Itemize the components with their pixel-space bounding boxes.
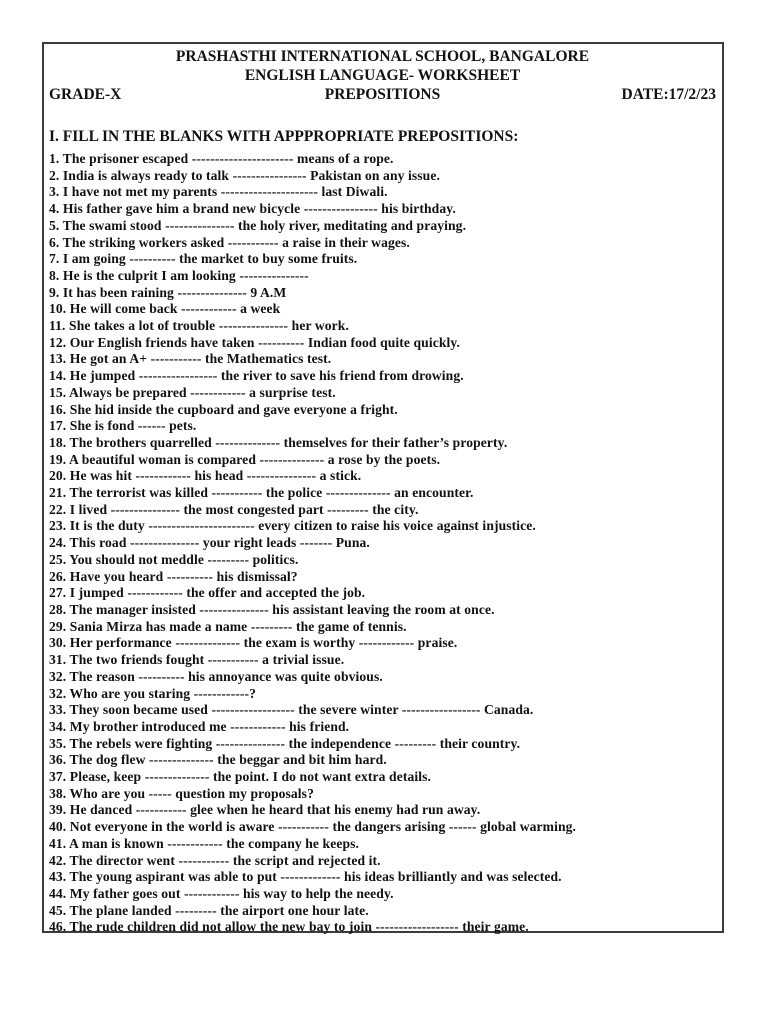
question-line: 17. She is fond ------ pets. xyxy=(49,418,197,434)
question-line: 40. Not everyone in the world is aware ----------- the dangers arising ------ global warming. xyxy=(49,819,577,835)
question-line: 36. The dog flew -------------- the beggar and bit him hard. xyxy=(49,752,387,768)
header-meta-row xyxy=(49,85,716,104)
question-line: 22. I lived --------------- the most congested part --------- the city. xyxy=(49,501,419,517)
question-line: 35. The rebels were fighting --------------- the independence --------- their country. xyxy=(49,735,521,751)
question-line: 23. It is the duty ----------------------- every citizen to raise his voice against injustice. xyxy=(49,518,536,534)
section-title: I. FILL IN THE BLANKS WITH APPPROPRIATE PREPOSITIONS: xyxy=(49,128,519,145)
question-line: 43. The young aspirant was able to put ------------- his ideas brilliantly and was selected. xyxy=(49,869,562,885)
question-line: 34. My brother introduced me ------------ his friend. xyxy=(49,718,350,734)
question-line: 1. The prisoner escaped ---------------------- means of a rope. xyxy=(49,151,394,166)
question-line: 12. Our English friends have taken ---------- Indian food quite quickly. xyxy=(49,334,461,350)
question-line: 19. A beautiful woman is compared -------------- a rose by the poets. xyxy=(49,451,441,467)
topic-label: PREPOSITIONS xyxy=(324,86,441,103)
question-line: 10. He will come back ------------ a week xyxy=(49,301,281,317)
question-line: 42. The director went ----------- the script and rejected it. xyxy=(49,852,381,868)
question-line: 44. My father goes out ------------ his way to help the needy. xyxy=(49,885,394,901)
question-line: 33. They soon became used ------------------ the severe winter ----------------- Canada. xyxy=(49,702,534,718)
question-line: 7. I am going ---------- the market to buy some fruits. xyxy=(49,251,358,267)
worksheet-subject: ENGLISH LANGUAGE- WORKSHEET xyxy=(244,67,521,84)
question-line: 45. The plane landed --------- the airport one hour late. xyxy=(49,902,369,918)
question-line: 8. He is the culprit I am looking --------------- xyxy=(49,267,309,283)
question-line: 4. His father gave him a brand new bicycle ---------------- his birthday. xyxy=(49,201,456,217)
question-line: 9. It has been raining --------------- 9 A.M xyxy=(49,284,287,300)
grade-label: GRADE-X xyxy=(49,86,122,103)
school-name: PRASHASTHI INTERNATIONAL SCHOOL, BANGALORE xyxy=(175,48,590,65)
question-line: 31. The two friends fought ----------- a trivial issue. xyxy=(49,652,345,668)
question-line: 28. The manager insisted --------------- his assistant leaving the room at once. xyxy=(49,601,495,617)
question-line: 13. He got an A+ ----------- the Mathematics test. xyxy=(49,351,332,367)
question-line: 15. Always be prepared ------------ a surprise test. xyxy=(49,384,336,400)
question-line: 14. He jumped ----------------- the river to save his friend from drowing. xyxy=(49,368,464,384)
question-line: 16. She hid inside the cupboard and gave everyone a fright. xyxy=(49,401,398,417)
questions-list xyxy=(49,151,716,936)
question-line: 3. I have not met my parents --------------------- last Diwali. xyxy=(49,184,388,200)
date-label: DATE:17/2/23 xyxy=(621,86,716,103)
question-line: 41. A man is known ------------ the company he keeps. xyxy=(49,835,360,851)
question-line: 25. You should not meddle --------- politics. xyxy=(49,551,299,567)
question-line: 27. I jumped ------------ the offer and accepted the job. xyxy=(49,585,366,601)
question-line: 2. India is always ready to talk ---------------- Pakistan on any issue. xyxy=(49,167,440,183)
question-line: 21. The terrorist was killed ----------- the police -------------- an encounter. xyxy=(49,485,474,501)
question-line: 20. He was hit ------------ his head --------------- a stick. xyxy=(49,468,362,484)
question-line: 39. He danced ----------- glee when he heard that his enemy had run away. xyxy=(49,802,481,818)
question-line: 29. Sania Mirza has made a name --------- the game of tennis. xyxy=(49,618,407,634)
question-line: 30. Her performance -------------- the exam is worthy ------------ praise. xyxy=(49,635,458,651)
question-line: 11. She takes a lot of trouble --------------- her work. xyxy=(49,318,349,334)
question-line: 32. The reason ---------- his annoyance was quite obvious. xyxy=(49,668,383,684)
question-line: 5. The swami stood --------------- the holy river, meditating and praying. xyxy=(49,217,467,233)
question-line: 24. This road --------------- your right leads ------- Puna. xyxy=(49,535,370,551)
question-line: 6. The striking workers asked ----------- a raise in their wages. xyxy=(49,234,410,250)
question-line: 46. The rude children did not allow the new bay to join ------------------ their game. xyxy=(49,919,529,935)
worksheet-border xyxy=(42,42,724,933)
question-line: 37. Please, keep -------------- the point. I do not want extra details. xyxy=(49,769,431,785)
question-line: 32. Who are you staring ------------? xyxy=(49,685,257,701)
question-line: 18. The brothers quarrelled -------------- themselves for their father’s property. xyxy=(49,434,508,450)
question-line: 26. Have you heard ---------- his dismissal? xyxy=(49,568,298,584)
question-line: 38. Who are you ----- question my proposals? xyxy=(49,785,314,801)
